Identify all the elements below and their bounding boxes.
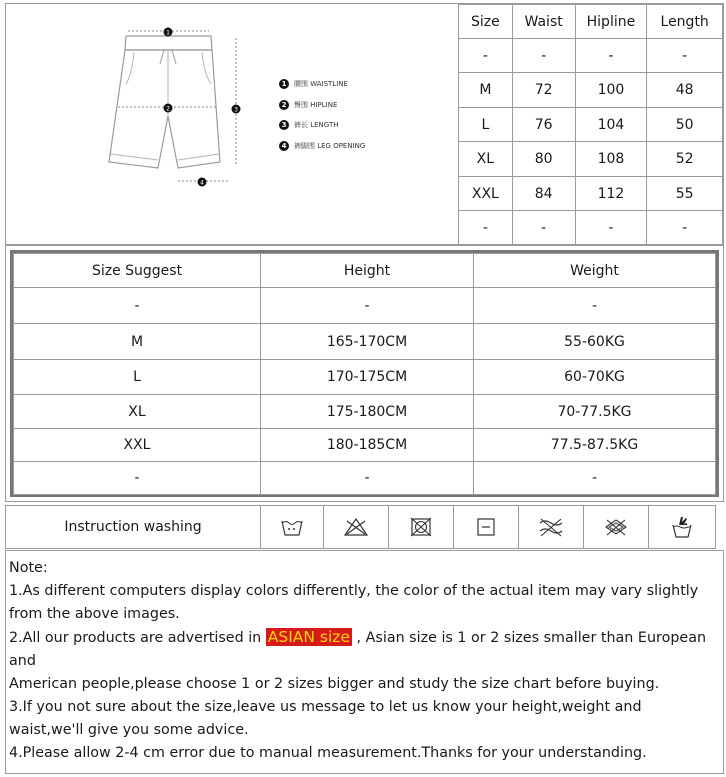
legend-item: 3 裤长 LENGTH xyxy=(279,115,365,136)
shorts-diagram xyxy=(6,4,458,244)
do-not-dry-clean-icon xyxy=(584,506,649,549)
header-size-suggest: Size Suggest xyxy=(14,254,261,288)
header-length: Length xyxy=(647,5,723,39)
note-item-3: 3.If you not sure about the size,leave us message to let us know your height,weight and waist,we'll give you some advice. xyxy=(9,699,642,738)
size-suggest-frame xyxy=(10,250,719,497)
table-row: - - - xyxy=(14,288,716,324)
header-weight: Weight xyxy=(474,254,716,288)
note-item-1: 1.As different computers display colors differently, the color of the actual item may vary slightly from the above images. xyxy=(9,583,699,622)
table-row: L 170-175CM 60-70KG xyxy=(14,360,716,395)
legend-item: 4 裤脚围 LEG OPENING xyxy=(279,136,365,157)
note-item-2-cont: American people,please choose 1 or 2 sizes bigger and study the size chart before buying. xyxy=(9,676,660,692)
table-row: - - - - xyxy=(459,39,723,73)
table-row: XL 175-180CM 70-77.5KG xyxy=(14,395,716,429)
svg-text:3: 3 xyxy=(234,106,238,114)
svg-text:2: 2 xyxy=(166,105,170,113)
svg-text:4: 4 xyxy=(200,179,204,187)
note-item-4: 4.Please allow 2-4 cm error due to manual measurement.Thanks for your understanding. xyxy=(9,745,647,761)
hand-wash-icon xyxy=(261,506,324,549)
legend-item: 1 腰围 WAISTLINE xyxy=(279,74,365,95)
do-not-wring-icon xyxy=(519,506,584,549)
size-measurement-table xyxy=(458,4,723,245)
marker-leg-opening xyxy=(198,178,207,187)
table-row: M 72 100 48 xyxy=(459,73,723,108)
table-row: M 165-170CM 55-60KG xyxy=(14,324,716,360)
table-row: XL 80 108 52 xyxy=(459,142,723,177)
table-row: - - - - xyxy=(459,211,723,245)
dry-flat-icon xyxy=(454,506,519,549)
marker-hipline xyxy=(164,104,173,113)
marker-waistline xyxy=(164,28,173,37)
legend-item: 2 臀围 HIPLINE xyxy=(279,95,365,116)
hand-wash-only-icon xyxy=(649,506,716,549)
asian-size-highlight: ASIAN size xyxy=(267,628,350,646)
measurement-legend xyxy=(279,74,365,156)
do-not-bleach-icon xyxy=(324,506,389,549)
header-waist: Waist xyxy=(512,5,575,39)
size-suggest-panel xyxy=(5,245,724,502)
size-suggest-table xyxy=(13,253,716,495)
washing-row xyxy=(6,506,716,549)
table-row: L 76 104 50 xyxy=(459,108,723,142)
table-row: XXL 84 112 55 xyxy=(459,177,723,211)
svg-text:1: 1 xyxy=(166,29,170,37)
note-section xyxy=(5,550,724,774)
do-not-tumble-dry-icon xyxy=(389,506,454,549)
washing-label: Instruction washing xyxy=(6,506,261,549)
note-item-2: 2.All our products are advertised in ASIAN size , Asian size is 1 or 2 sizes smaller than European and xyxy=(9,628,707,669)
table-row: - - - xyxy=(14,462,716,495)
header-size: Size xyxy=(459,5,513,39)
table-header-row xyxy=(459,5,723,39)
note-title: Note: xyxy=(9,560,48,576)
measure-markers xyxy=(6,4,276,244)
header-height: Height xyxy=(261,254,474,288)
table-header-row xyxy=(14,254,716,288)
table-row: XXL 180-185CM 77.5-87.5KG xyxy=(14,429,716,462)
header-hipline: Hipline xyxy=(575,5,647,39)
size-chart-panel xyxy=(5,3,724,245)
washing-instructions xyxy=(5,505,716,549)
marker-length xyxy=(232,105,241,114)
